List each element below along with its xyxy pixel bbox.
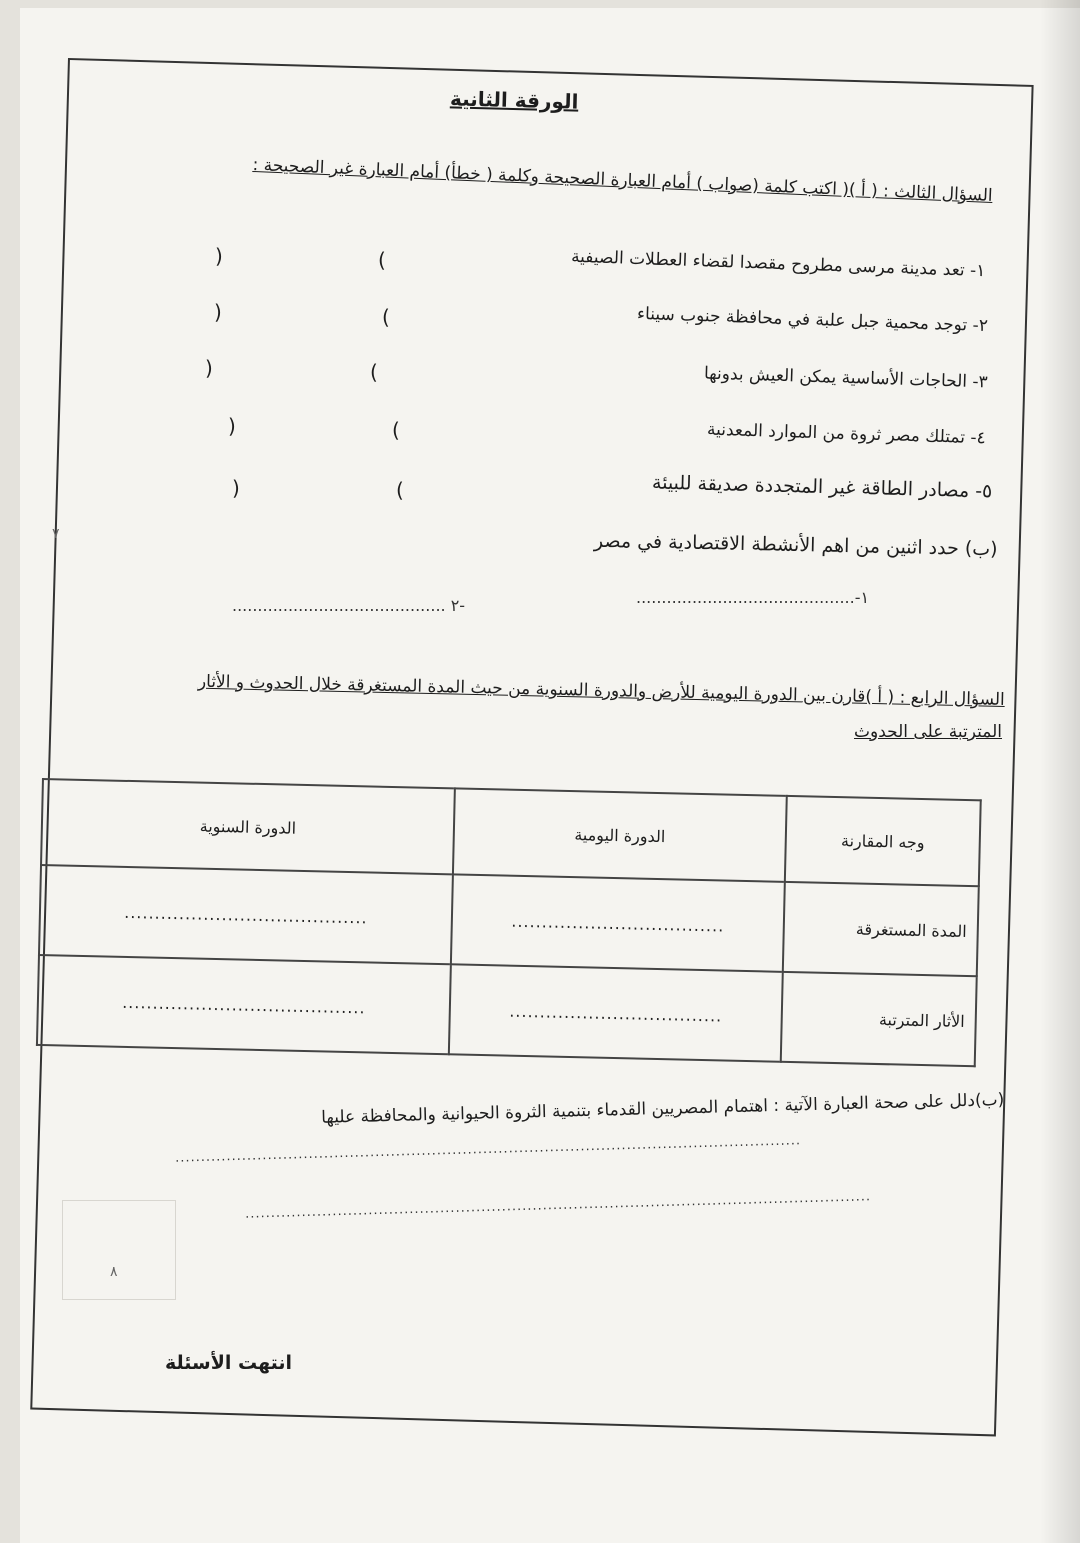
q3-mark: ٧ (52, 526, 60, 542)
q4-b-title: (ب)دلل على صحة العبارة الآتية : اهتمام المصريين القدماء بتنمية الثروة الحيوانية والمحافظة عليها (320, 1090, 1005, 1128)
row-duration-daily-answer: ................................... (451, 874, 785, 972)
comparison-table (36, 778, 982, 1067)
q3-paren-2-close: ) (382, 305, 390, 329)
q3-paren-3-close: ) (370, 360, 378, 384)
q3-paren-1-open: ( (215, 244, 223, 268)
paper-edge-shadow (1040, 0, 1080, 1543)
row-label-duration: المدة المستغرقة (783, 882, 979, 976)
header-daily-rotation: الدورة اليومية (453, 788, 787, 882)
q3-paren-5-open: ( (232, 476, 240, 500)
grade-box (62, 1200, 176, 1300)
q3-statement-2: ٢- توجد محمية جبل علبة في محافظة جنوب سيناء (636, 303, 989, 337)
q3-statement-3: ٣- الحاجات الأساسية يمكن العيش بدونها (703, 363, 989, 393)
q4-b-answer-line-1: .......................................................................................................................... (174, 1133, 802, 1166)
q3-paren-2-open: ( (214, 300, 222, 324)
q3-statement-1: ١- تعد مدينة مرسى مطروح مقصدا لقضاء العطلات الصيفية (570, 246, 986, 282)
row-effects-daily-answer: ................................... (449, 964, 783, 1062)
q3-b-title: (ب) حدد اثنين من اهم الأنشطة الاقتصادية في مصر (594, 529, 999, 561)
q3-paren-5-close: ) (396, 478, 404, 502)
q3-title: السؤال الثالث : ( أ )( اكتب كلمة (صواب ) أمام العبارة الصحيحة وكلمة ( خطأ) أمام العبارة غير الصحيحة : (252, 154, 994, 206)
row-label-effects: الأثار المترتبة (781, 972, 977, 1066)
q3-paren-1-close: ) (378, 248, 386, 272)
q4-b-answer-line-2: .......................................................................................................................... (244, 1189, 872, 1222)
header-annual-revolution: الدورة السنوية (41, 779, 455, 874)
q3-paren-4-close: ) (392, 418, 400, 442)
q3-statement-4: ٤- تمتلك مصر ثروة من الموارد المعدنية (707, 419, 987, 449)
q3-b-answer-1: ...........................................-١ (636, 588, 870, 607)
row-effects-annual-answer: ........................................ (37, 955, 451, 1054)
row-duration-annual-answer: ........................................ (39, 865, 453, 964)
header-comparison-aspect: وجه المقارنة (785, 796, 981, 886)
q3-statement-5: ٥- مصادر الطاقة غير المتجددة صديقة للبيئة (651, 471, 993, 503)
q3-paren-4-open: ( (228, 414, 236, 438)
q3-b-answer-2: .......................................... ٢- (232, 596, 466, 615)
q4-title-line-1: السؤال الرابع : ( أ )قارن بين الدورة اليومية للأرض والدورة السنوية من حيث المدة المستغرقة خلال الحدوث و الأثار (197, 671, 1006, 710)
q3-paren-3-open: ( (205, 356, 213, 380)
q4-title-line-2: المترتبة على الحدوث (854, 722, 1002, 742)
page-title: الورقة الثانية (449, 86, 579, 114)
q4-mark: ٨ (110, 1264, 118, 1280)
end-of-questions: انتهت الأسئلة (165, 1352, 293, 1374)
